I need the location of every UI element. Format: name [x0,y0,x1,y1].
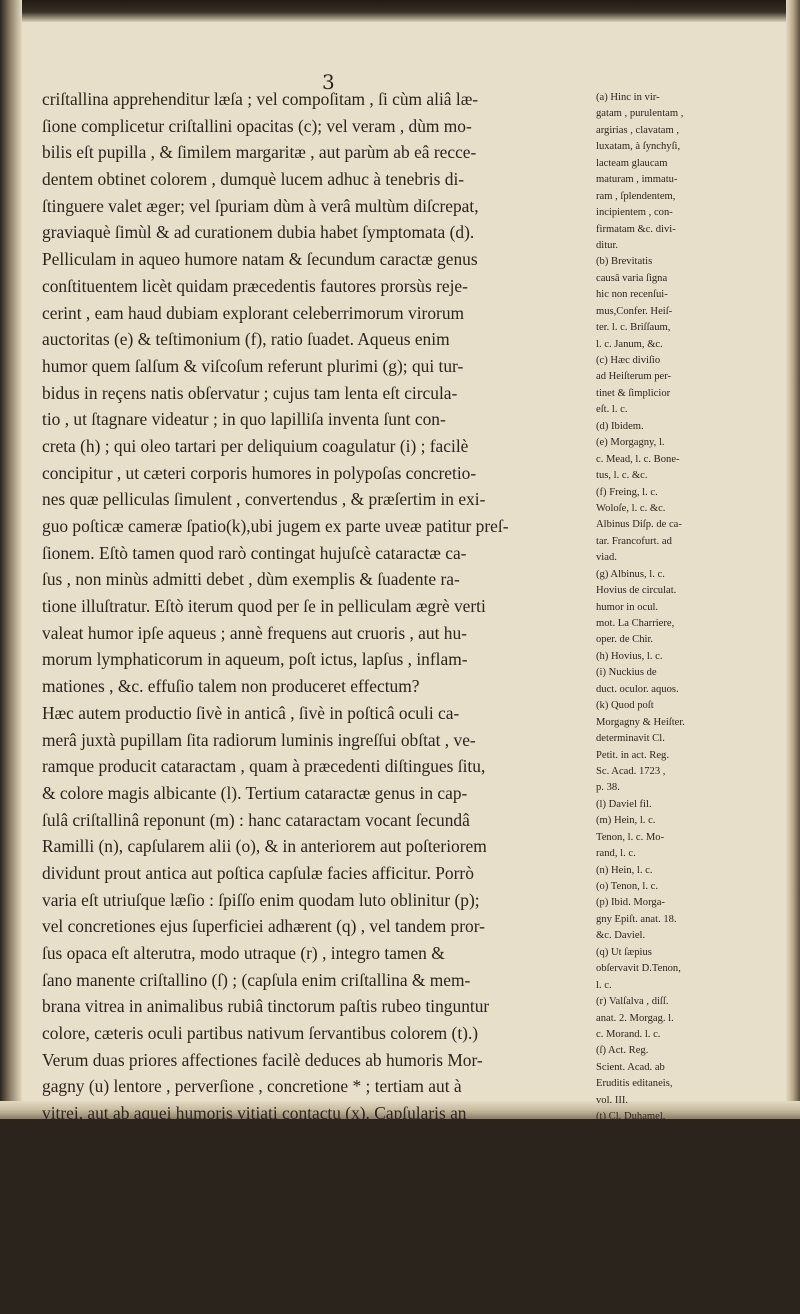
note-line: l. c. [596,979,612,991]
note-line: p. 38. [596,782,620,794]
note-line: c. Mead, l. c. Bone- [596,453,680,465]
text-line: ris poſterior (z). Quartum cataractæ genus anteà ignotum (a), [42,1263,465,1284]
note-line: tus, l. c. &c. [596,470,648,482]
note-line: causâ varia ſigna [596,272,668,284]
text-line: mationes , &c. effuſio talem non produceret effectum? [42,676,420,697]
note-line: incipientem , con- [596,207,673,219]
note-line: ditur. [596,239,619,251]
text-line: ſano manente criſtallino (ſ) ; (capſula enim criſtallina & mem- [42,969,471,990]
text-line: brana vitrea in animalibus rubiâ tinctorum paſtis rubeo tinguntur [42,996,490,1017]
note-line: (e) Morgagny, l. [596,437,665,449]
note-line: ter. l. c. Briſſaum, [596,322,671,334]
text-line: colore, cæteris oculi partibus nativum ſervantibus colorem (t).) [42,1023,479,1044]
note-line: rand, l. c. [596,848,636,860]
note-line: ad Heiſterum per- [596,371,672,383]
note-line: (f) Freing, l. c. [596,486,658,498]
note-line: hic non recenſui- [596,289,668,301]
note-line: Sc. Acad. 1723 , [596,765,666,777]
text-line: conſtituentem licèt quidam præcedentis fautores prorsùs reje- [42,275,468,296]
note-line: (k) Quod poſt [596,700,654,712]
note-line: vol. III. [596,1094,629,1106]
note-line: c. Morand. l. c. [596,1028,661,1040]
text-line: nes quæ pelliculas ſimulent , convertendus , & præſertim in exi- [42,489,486,510]
note-line: Hovius de circulat. [596,585,677,597]
note-line: (ſ) Act. Reg. [596,1045,649,1057]
page-right-edge [786,0,800,1119]
note-line: eſt. l. c. [596,404,628,416]
text-line: in membranâ humoris aquei ſedem habet : macula autem iſtam [42,1289,477,1310]
note-line: firmatam &c. divi- [596,223,676,235]
note-line: mus,Confer. Heiſ- [596,305,673,317]
text-line: Verum duas priores affectiones facilè deduces ab humoris Mor- [42,1049,483,1070]
note-line: gatam , purulentam , [596,108,684,120]
text-line: ſionem. Eſtò tamen quod rarò contingat hujuſcè cataractæ ca- [42,542,467,563]
text-line: humor quem ſalſum & viſcoſum referunt plurimi (g); qui tur- [42,355,464,376]
text-line: merâ juxtà pupillam ſita radiorum luminis ingreſſui obſtat , ve- [42,729,476,750]
note-line: (q) Ut ſæpius [596,946,652,958]
note-line: (i) Nuckius de [596,667,657,679]
page-number: 3 [322,70,335,94]
text-line: auctoritas (e) & teſtimonium (f), ratio ſuadet. Aqueus enim [42,329,450,350]
note-line: Act. Reg. Sc. Acad. [596,1127,680,1139]
note-line: lacteam glaucam [596,157,668,169]
note-line: Tenon, l. c. Mo- [596,831,665,843]
text-line: tio , ut ſtagnare videatur ; in quo lapilliſa inventa ſunt con- [42,409,446,430]
text-line: vitrei, aut ab aquei humoris vitiati contactu (x). Capſularis an [42,1103,467,1124]
note-line: (r) Valſalva , diſſ. [596,996,669,1008]
text-line: Ramilli (n), capſularem alii (o), & in anteriorem aut poſteriorem [42,836,487,857]
note-line: (c) Hæc diviſio [596,355,661,366]
note-line: Albinus Diſp. de ca- [596,519,682,531]
note-line: l. c. Janum, &c. [596,338,663,350]
main-text-column [42,86,588,1314]
note-line: Eruditis editaneis, [596,1078,673,1090]
note-line: (a) Hinc in vir- [596,92,660,103]
text-line: valeat humor ipſe aqueus ; annè frequens aut cruoris , aut hu- [42,622,467,643]
note-line: (g) Albinus, l. c. [596,568,665,580]
text-line: morum lymphaticorum in aqueum, poſt ictus, lapſus , inflam- [42,649,468,670]
text-line: albicans; in circumferentiâ glauco tincta colore (y). E contrà [42,1183,461,1204]
text-line: ſulâ criſtallinâ reponunt (m) : hanc cataractam vocant ſecundâ [42,809,470,830]
note-line: (d) Ibidem. [596,420,644,432]
note-line: (n) Hein, l. c. [596,864,653,876]
text-line: ramque producit cataractam , quam à præcedenti diſtingues ſitu, [42,756,486,777]
note-line: (p) Ibid. Morga- [596,897,665,909]
text-line: creta (h) ; qui oleo tartari per deliquium coagulatur (i) ; facilè [42,435,469,456]
note-line: gny Epiſt. anat. 18. [596,913,677,925]
text-line: ſus opaca eſt alterutra, modo utraque (r) , integro tamen & [42,943,445,963]
note-line: (l) Daviel fil. [596,798,652,810]
note-line: (h) Hovius, l. c. [596,650,663,662]
note-line: argirias , clavatam , [596,124,680,136]
note-line: Scient. Acad. ab [596,1061,665,1073]
note-line: anat. 2. Morgag. l. [596,1012,674,1024]
note-line: (b) Brevitatis [596,256,653,268]
text-line: concipitur , ut cæteri corporis humores in polypoſas concretio- [42,462,477,483]
text-line: ſione complicetur criſtallini opacitas (c); vel veram , dùm mo- [42,115,472,136]
page-gutter-shadow [0,0,22,1119]
text-line: dentem obtinet colorem , dumquè lucem adhuc à tenebris di- [42,169,465,190]
text-line: bilis eſt pupilla , & ſimilem margaritæ , aut parùm ab eâ recce- [42,142,477,163]
note-line: maturam , immatu- [596,174,678,186]
text-line: & colore magis albicante (l). Tertium cataractæ genus in cap- [42,782,468,803]
note-line: (m) Hein, l. c. [596,815,656,827]
note-line: duct. oculor. aquos. [596,683,679,695]
note-line: tinet & ſimplicior [596,387,671,399]
note-line: ram , ſplendentem, [596,190,676,202]
text-line: Pelliculam in aqueo humore natam & ſecundum caractæ genus [42,249,478,270]
note-line: Woloſe, l. c. &c. [596,502,666,514]
note-line: tar. Francofurt. ad [596,535,672,547]
text-line: tione illuſtratur. Eſtò iterum quod per ſe in pelliculam ægrè verti [42,596,486,617]
text-line: ſus , non minùs admitti debet , dùm exemplis & ſuadente ra- [42,569,460,590]
note-line: determinavit Cl. [596,733,665,745]
text-line: Hæc autem productio ſivè in anticâ , ſivè in poſticâ oculi ca- [42,702,460,723]
note-line: &c. Daviel. [596,930,646,942]
text-line: varia eſt utriuſque læſio : ſpiſſo enim quodam luto oblinitur (p); [42,889,480,910]
text-line: bidus in reçens natis obſervatur ; cujus tam lenta eſt circula- [42,382,458,403]
note-line: humor in ocul. [596,601,659,613]
marginal-notes-column [596,90,768,1158]
page-top-shadow [0,0,800,22]
text-line: graviaquè ſimùl & ad curationem dubia habet ſymptomata (d). [42,222,475,243]
text-line: & cæruleo candida ; plana in centro & albida; acuta in apice & [42,1156,478,1177]
note-line: Petit. in act. Reg. [596,749,669,761]
note-line: 1739. [596,1144,620,1155]
text-line: in centro , ſi ſenex æger , flava ; ſi juvenis , ſub alba ; capſula- [42,1236,470,1257]
text-line: guo poſticæ cameræ ſpatio(k),ubi jugem ex parte uveæ patitur preſ- [42,516,509,536]
note-line: mot. La Charriere, [596,618,675,629]
text-line: quæ plures lineas poſt pupillam demiſſa eſt ; lata ; concava ; [42,1209,457,1230]
note-line: viad. [596,552,617,564]
text-line: gagny (u) lentore , perverſione , concretione * ; tertiam aut à [42,1076,462,1097]
text-line: cerint , eam haud dubiam explorant celeberrimorum virorum [42,302,465,323]
text-line: terior judicatur cataracta, dum ſuperficiei proxima eſt ; convexa, [42,1129,488,1150]
text-line: dividunt prout antica aut poſtica capſulæ facies afficitur. Porrò [42,862,474,883]
note-line: oper. de Chir. [596,634,654,646]
note-line: Morgagny & Heiſter. [596,716,685,728]
note-line: (o) Tenon, l. c. [596,881,659,892]
text-line: criſtallina apprehenditur læſa ; vel compoſitam , ſi cùm aliâ læ- [42,89,479,109]
note-line: obſervavit D.Tenon, [596,963,681,975]
note-line: (t) Cl. Duhamel, [596,1111,666,1123]
note-line: luxatam, à ſynchyſi, [596,141,681,153]
text-line: ſtinguere valet æger; vel ſpuriam dùm à verâ multùm diſcrepat, [42,195,479,216]
text-line: vel concretiones ejus ſuperficiei adhærent (q) , vel tandem pror- [42,916,485,937]
